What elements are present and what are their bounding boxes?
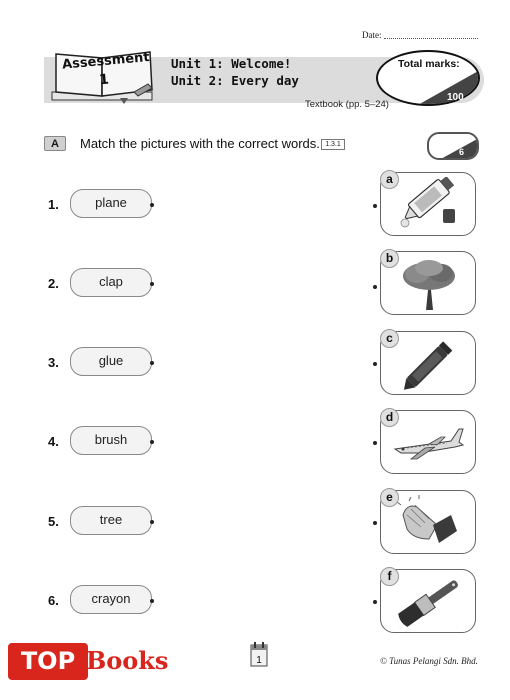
- match-dot[interactable]: [150, 520, 154, 524]
- date-label: Date:: [362, 30, 382, 40]
- item-number: 5.: [48, 514, 59, 529]
- page-number: 1: [256, 655, 262, 666]
- match-dot[interactable]: [373, 441, 377, 445]
- textbook-reference: Textbook (pp. 5–24): [305, 99, 389, 110]
- unit-2-title: Unit 2: Every day: [171, 73, 299, 88]
- match-dot[interactable]: [150, 203, 154, 207]
- skill-code: 1.3.1: [321, 139, 345, 150]
- picture-letter-f: f: [380, 567, 399, 586]
- picture-letter-c: c: [380, 329, 399, 348]
- watermark-logo-books: Books: [86, 646, 169, 675]
- section-score: 6: [459, 147, 465, 157]
- section-score-box: [427, 132, 479, 160]
- glue-bottle-icon: [389, 177, 469, 233]
- match-dot[interactable]: [373, 600, 377, 604]
- watermark-logo-top: TOP: [8, 643, 88, 680]
- match-dot[interactable]: [373, 285, 377, 289]
- match-dot[interactable]: [373, 204, 377, 208]
- section-badge: A: [44, 136, 66, 151]
- total-marks-value: 100: [447, 92, 464, 103]
- assessment-label: Assessment: [61, 50, 151, 73]
- total-marks-label: Total marks:: [398, 58, 460, 70]
- picture-letter-d: d: [380, 408, 399, 427]
- item-number: 4.: [48, 434, 59, 449]
- match-dot[interactable]: [150, 599, 154, 603]
- page-number-icon: [249, 641, 269, 668]
- item-number: 2.: [48, 276, 59, 291]
- match-dot[interactable]: [150, 361, 154, 365]
- airplane-icon: [389, 415, 469, 471]
- tree-icon: [389, 256, 469, 312]
- unit-1-title: Unit 1: Welcome!: [171, 56, 292, 71]
- item-number: 1.: [48, 197, 59, 212]
- crayon-icon: [389, 336, 469, 392]
- match-dot[interactable]: [150, 282, 154, 286]
- word-box-brush[interactable]: brush: [70, 426, 152, 455]
- word-box-crayon[interactable]: crayon: [70, 585, 152, 614]
- match-dot[interactable]: [373, 362, 377, 366]
- word-box-plane[interactable]: plane: [70, 189, 152, 218]
- match-dot[interactable]: [150, 440, 154, 444]
- item-number: 6.: [48, 593, 59, 608]
- date-line: [384, 38, 478, 39]
- match-dot[interactable]: [373, 521, 377, 525]
- copyright: © Tunas Pelangi Sdn. Bhd.: [380, 656, 478, 666]
- picture-letter-e: e: [380, 488, 399, 507]
- section-instruction: Match the pictures with the correct words.: [80, 136, 320, 151]
- word-box-glue[interactable]: glue: [70, 347, 152, 376]
- word-box-clap[interactable]: clap: [70, 268, 152, 297]
- word-box-tree[interactable]: tree: [70, 506, 152, 535]
- assessment-number: 1: [98, 71, 110, 89]
- picture-letter-b: b: [380, 249, 399, 268]
- picture-letter-a: a: [380, 170, 399, 189]
- paintbrush-icon: [389, 574, 469, 630]
- clapping-hands-icon: [389, 495, 469, 551]
- item-number: 3.: [48, 355, 59, 370]
